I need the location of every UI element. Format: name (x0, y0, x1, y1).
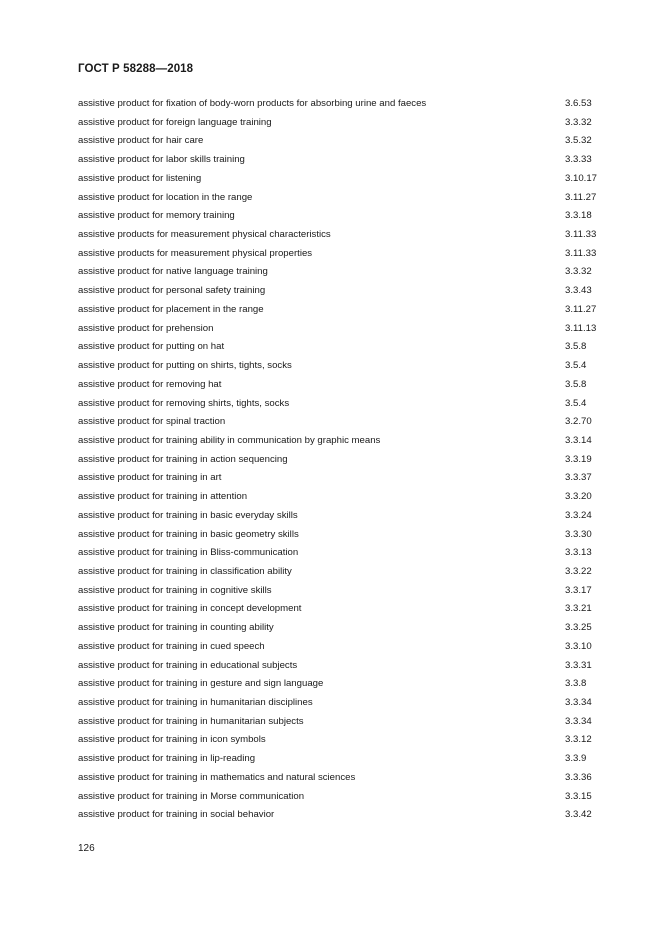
index-entry (78, 320, 618, 339)
index-reference-number: 3.3.12 (565, 734, 592, 746)
index-term: assistive product for training in Bliss-communication (78, 547, 299, 559)
index-reference-number: 3.3.15 (565, 790, 592, 802)
index-entry (78, 600, 618, 619)
index-term: assistive product for training in basic everyday skills (78, 509, 298, 521)
index-entry (78, 395, 618, 414)
index-reference-number: 3.3.31 (565, 659, 592, 671)
index-reference-number: 3.3.18 (565, 210, 592, 222)
index-term: assistive product for training in educational subjects (78, 659, 298, 671)
index-entry (78, 95, 618, 114)
index-reference-number: 3.3.24 (565, 509, 592, 521)
index-reference-number: 3.5.8 (565, 341, 587, 353)
index-term: assistive product for putting on hat (78, 341, 225, 353)
index-term: assistive product for removing shirts, tights, socks (78, 397, 290, 409)
index-entry (78, 432, 618, 451)
term-index-list (78, 95, 618, 825)
index-entry (78, 788, 618, 807)
index-reference-number: 3.3.8 (565, 678, 587, 690)
index-reference-number: 3.6.53 (565, 98, 592, 109)
index-term: assistive product for native language training (78, 266, 268, 278)
index-term: assistive product for training in cued speech (78, 640, 265, 652)
index-reference-number: 3.3.30 (565, 528, 592, 540)
index-entry (78, 413, 618, 432)
index-term: assistive product for training in humanitarian subjects (78, 715, 304, 727)
page-number: 126 (78, 843, 95, 854)
index-entry (78, 469, 618, 488)
index-term: assistive product for memory training (78, 210, 235, 222)
index-entry (78, 769, 618, 788)
index-reference-number: 3.3.13 (565, 547, 592, 559)
index-reference-number: 3.3.14 (565, 434, 592, 446)
index-term: assistive product for training in action sequencing (78, 453, 288, 465)
index-entry (78, 226, 618, 245)
index-reference-number: 3.3.34 (565, 697, 592, 708)
index-reference-number: 3.5.4 (565, 360, 587, 372)
index-term: assistive product for listening (78, 172, 202, 184)
index-entry (78, 170, 618, 189)
index-reference-number: 3.10.17 (565, 172, 598, 184)
index-reference-number: 3.3.36 (565, 771, 592, 783)
index-entry (78, 207, 618, 226)
index-term: assistive product for training in cognitive skills (78, 584, 272, 596)
index-term: assistive products for measurement physical properties (78, 247, 313, 259)
page-header (78, 63, 193, 75)
index-reference-number: 3.3.9 (565, 753, 587, 765)
index-entry (78, 132, 618, 151)
index-reference-number: 3.2.70 (565, 416, 592, 428)
index-reference-number: 3.3.42 (565, 809, 592, 821)
index-entry (78, 376, 618, 395)
index-entry (78, 731, 618, 750)
index-entry (78, 263, 618, 282)
index-reference-number: 3.5.4 (565, 397, 587, 409)
index-entry (78, 282, 618, 301)
index-term: assistive product for training in social behavior (78, 809, 275, 821)
index-reference-number: 3.5.32 (565, 135, 592, 147)
index-entry (78, 451, 618, 470)
index-term: assistive product for location in the range (78, 191, 253, 203)
index-reference-number: 3.3.25 (565, 622, 592, 634)
index-entry (78, 526, 618, 545)
index-reference-number: 3.3.43 (565, 285, 592, 297)
index-reference-number: 3.3.19 (565, 453, 592, 465)
index-entry (78, 189, 618, 208)
index-term: assistive product for training in attention (78, 491, 248, 503)
index-reference-number: 3.3.17 (565, 584, 592, 596)
index-term: assistive product for putting on shirts, tights, socks (78, 360, 292, 372)
index-entry (78, 582, 618, 601)
index-reference-number: 3.3.10 (565, 640, 592, 652)
index-entry (78, 301, 618, 320)
index-entry (78, 638, 618, 657)
index-entry (78, 338, 618, 357)
index-term: assistive product for training in art (78, 472, 222, 484)
index-reference-number: 3.3.34 (565, 715, 592, 727)
index-reference-number: 3.3.22 (565, 565, 592, 577)
index-term: assistive product for personal safety training (78, 285, 266, 297)
index-term: assistive product for training ability in communication by graphic means (78, 434, 381, 446)
index-term: assistive product for labor skills training (78, 154, 245, 166)
index-term: assistive product for hair care (78, 135, 204, 147)
index-entry (78, 657, 618, 676)
index-term: assistive product for spinal traction (78, 416, 226, 428)
index-term: assistive product for removing hat (78, 378, 222, 390)
index-entry (78, 151, 618, 170)
index-term: assistive product for training in icon symbols (78, 734, 266, 746)
index-reference-number: 3.11.27 (565, 303, 597, 315)
index-entry (78, 357, 618, 376)
index-reference-number: 3.11.27 (565, 191, 597, 203)
index-reference-number: 3.11.33 (565, 229, 597, 241)
standard-designation: ГОСТ Р 58288—2018 (78, 63, 194, 75)
index-term: assistive product for training in concept development (78, 603, 302, 615)
index-reference-number: 3.3.32 (565, 116, 592, 128)
index-reference-number: 3.3.32 (565, 266, 592, 278)
index-term: assistive product for training in Morse communication (78, 790, 305, 802)
index-term: assistive product for prehension (78, 322, 214, 334)
index-term: assistive products for measurement physical characteristics (78, 229, 331, 241)
index-term: assistive product for training in mathematics and natural sciences (78, 771, 356, 783)
index-reference-number: 3.3.37 (565, 472, 592, 484)
index-term: assistive product for training in lip-reading (78, 753, 256, 765)
index-entry (78, 114, 618, 133)
index-term: assistive product for training in classification ability (78, 565, 292, 577)
index-term: assistive product for training in basic geometry skills (78, 528, 299, 540)
index-reference-number: 3.3.21 (565, 603, 592, 615)
index-entry (78, 488, 618, 507)
index-reference-number: 3.5.8 (565, 378, 587, 390)
index-entry (78, 563, 618, 582)
index-entry (78, 245, 618, 264)
index-entry (78, 806, 618, 825)
index-entry (78, 507, 618, 526)
index-entry (78, 713, 618, 732)
index-entry (78, 619, 618, 638)
index-reference-number: 3.11.33 (565, 247, 597, 259)
index-term: assistive product for placement in the range (78, 303, 264, 315)
index-reference-number: 3.11.13 (565, 322, 597, 334)
index-entry (78, 544, 618, 563)
index-entry (78, 750, 618, 769)
index-term: assistive product for foreign language training (78, 116, 272, 128)
index-entry (78, 675, 618, 694)
index-term: assistive product for training in gesture and sign language (78, 678, 324, 690)
index-reference-number: 3.3.20 (565, 491, 592, 503)
index-reference-number: 3.3.33 (565, 154, 592, 166)
index-term: assistive product for training in counting ability (78, 622, 274, 634)
index-term: assistive product for fixation of body-worn products for absorbing urine and faeces (78, 98, 427, 109)
index-entry (78, 694, 618, 713)
index-term: assistive product for training in humanitarian disciplines (78, 697, 313, 708)
